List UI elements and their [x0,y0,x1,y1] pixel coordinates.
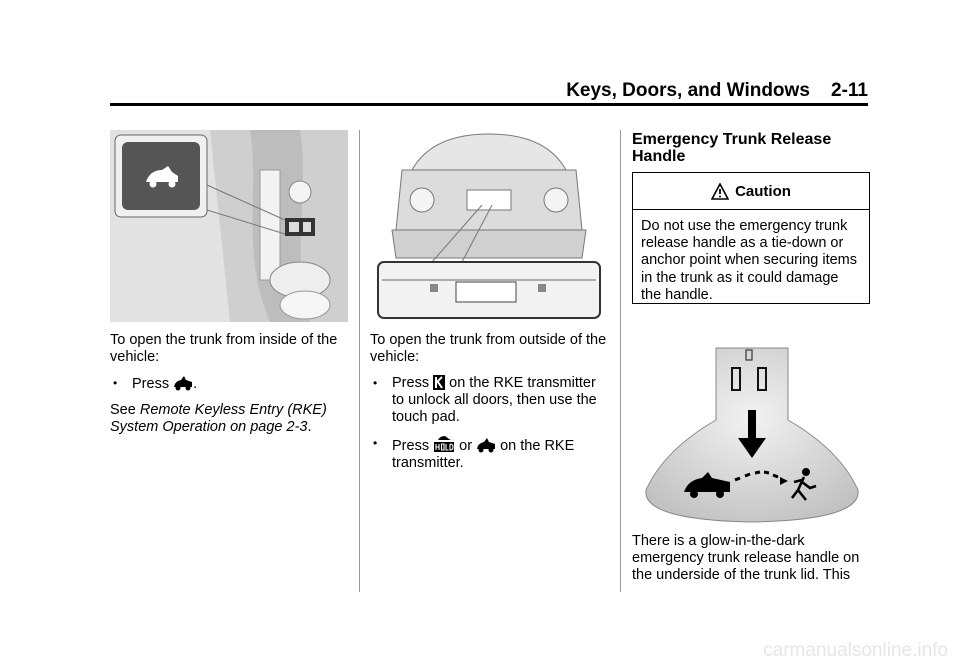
unlock-icon [433,375,445,390]
bullet: • [373,376,378,390]
col1-see-reference: See Remote Keyless Entry (RKE) System Operation on page 2-3. [110,402,327,435]
col1-intro: To open the trunk from inside of the vehicle: [110,332,338,365]
col2-intro: To open the trunk from outside of the vehicle: [370,332,607,365]
bullet: • [373,436,378,450]
interior-console-illustration [110,130,348,322]
caution-icon [711,183,729,200]
section-title: Emergency Trunk Release Handle [632,131,832,165]
col1-bullet: • Press . [113,376,198,392]
col2-bullet-1: • Press on the RKE transmitter to unlock all doors, then use the touch pad. [373,375,597,425]
column-divider [620,130,621,592]
vehicle-rear-illustration [372,130,606,322]
col3-body-text: There is a glow-in-the-dark emergency trunk release handle on the underside of the trunk lid. This [632,533,860,583]
column-2 [370,332,610,472]
bullet: • [113,376,118,390]
column-divider [359,130,360,592]
caution-label: Caution [735,182,791,200]
trunk-release-icon [476,437,496,453]
header-section-title: Keys, Doors, and Windows 2-11 [566,80,868,101]
column-1 [110,332,350,436]
column-3-body [632,533,872,584]
col2-bullet-2: • Press or on the RKE transmitter. [373,436,575,471]
trunk-release-icon [173,375,193,391]
caution-text: Do not use the emergency trunk release handle as a tie-down or anchor point when securing items in the trunk as it could damage the handle. [641,218,858,303]
page-header [110,80,868,104]
caution-box [632,172,870,304]
hold-icon [433,435,455,453]
cross-reference[interactable]: Remote Keyless Entry (RKE) System Operation on page 2-3 [110,402,327,435]
watermark: carmanualsonline.info [763,640,948,661]
emergency-release-handle-illustration [640,340,864,525]
page-number: 2-11 [831,80,868,101]
header-rule [110,103,868,106]
caution-header [633,173,869,210]
